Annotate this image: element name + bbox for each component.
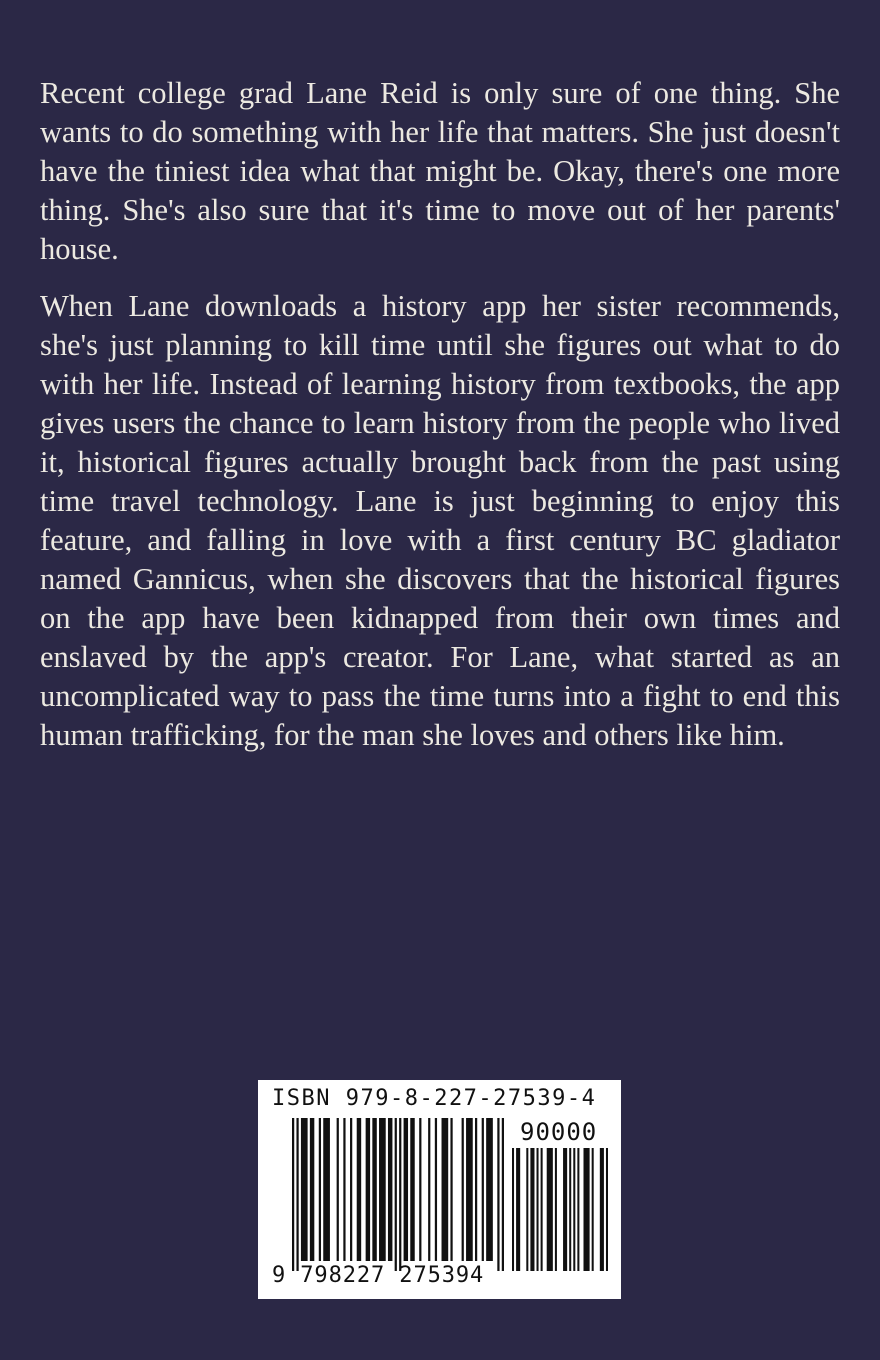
addon-bar-8	[563, 1148, 567, 1271]
barcode-bar-24	[466, 1118, 473, 1261]
addon-bar-5	[541, 1148, 543, 1271]
barcode-bar-5	[323, 1118, 330, 1261]
barcode-bar-15	[399, 1118, 401, 1271]
barcode-bar-3	[310, 1118, 314, 1261]
barcode-bar-25	[475, 1118, 477, 1261]
addon-bar-3	[530, 1148, 534, 1271]
barcode-bar-2	[301, 1118, 308, 1261]
barcode-bar-0	[292, 1118, 294, 1271]
addon-bar-6	[547, 1148, 553, 1271]
back-cover-blurb	[40, 74, 840, 773]
barcode-bar-10	[366, 1118, 370, 1261]
addon-bar-13	[592, 1148, 594, 1271]
barcode-bar-23	[462, 1118, 464, 1261]
barcode-bar-29	[502, 1118, 504, 1271]
barcode-bar-19	[428, 1118, 430, 1261]
barcode-bar-21	[442, 1118, 449, 1261]
addon-bar-1	[516, 1148, 520, 1271]
barcode-bar-7	[343, 1118, 345, 1261]
addon-bar-14	[600, 1148, 604, 1271]
addon-bar-12	[583, 1148, 589, 1271]
barcode-bar-6	[337, 1118, 339, 1261]
barcode-bar-1	[296, 1118, 298, 1271]
isbn-label: ISBN 979-8-227-27539-4	[272, 1086, 597, 1111]
barcode-bar-18	[419, 1118, 421, 1261]
barcode-bar-20	[435, 1118, 437, 1261]
ean-digits: 9 798227 275394	[272, 1263, 485, 1288]
barcode-bar-26	[482, 1118, 484, 1261]
addon-bar-2	[526, 1148, 528, 1271]
price-code: 90000	[520, 1118, 598, 1146]
addon-bar-10	[573, 1148, 575, 1271]
addon-bar-0	[512, 1148, 514, 1271]
barcode-bar-16	[404, 1118, 408, 1261]
barcode-bar-8	[350, 1118, 352, 1261]
barcode-bar-27	[486, 1118, 493, 1261]
addon-bar-7	[555, 1148, 557, 1271]
addon-bar-4	[537, 1148, 539, 1271]
barcode-bar-12	[379, 1118, 386, 1261]
addon-bar-11	[577, 1148, 579, 1271]
barcode-bar-14	[395, 1118, 397, 1271]
barcode-bar-9	[357, 1118, 361, 1261]
blurb-paragraph-2: When Lane downloads a history app her sister recommends, she's just planning to kill time until she figures out what to do with her life. Instead of learning history from textbooks, the app gives users the chance to learn history from the people who lived it, historical figures actually brought back from the past using time travel technology. Lane is just beginning to enjoy this feature, and falling in love with a first century BC gladiator named Gannicus, when she discovers that the historical figures on the app have been kidnapped from their own times and enslaved by the app's creator. For Lane, what started as an uncomplicated way to pass the time turns into a fight to end this human trafficking, for the man she loves and others like him.	[40, 289, 840, 752]
barcode-bar-11	[372, 1118, 376, 1261]
barcode-bar-13	[388, 1118, 392, 1261]
barcode-bar-17	[410, 1118, 414, 1261]
addon-bar-15	[606, 1148, 608, 1271]
isbn-barcode	[258, 1080, 621, 1299]
addon-bar-9	[569, 1148, 571, 1271]
blurb-paragraph-1: Recent college grad Lane Reid is only sure of one thing. She wants to do something with her life that matters. She just doesn't have the tiniest idea what that might be. Okay, there's one more thing. She's also sure that it's time to move out of her parents' house.	[40, 76, 840, 266]
barcode-bar-4	[319, 1118, 321, 1261]
barcode-bar-28	[497, 1118, 499, 1271]
barcode-bar-22	[450, 1118, 452, 1261]
